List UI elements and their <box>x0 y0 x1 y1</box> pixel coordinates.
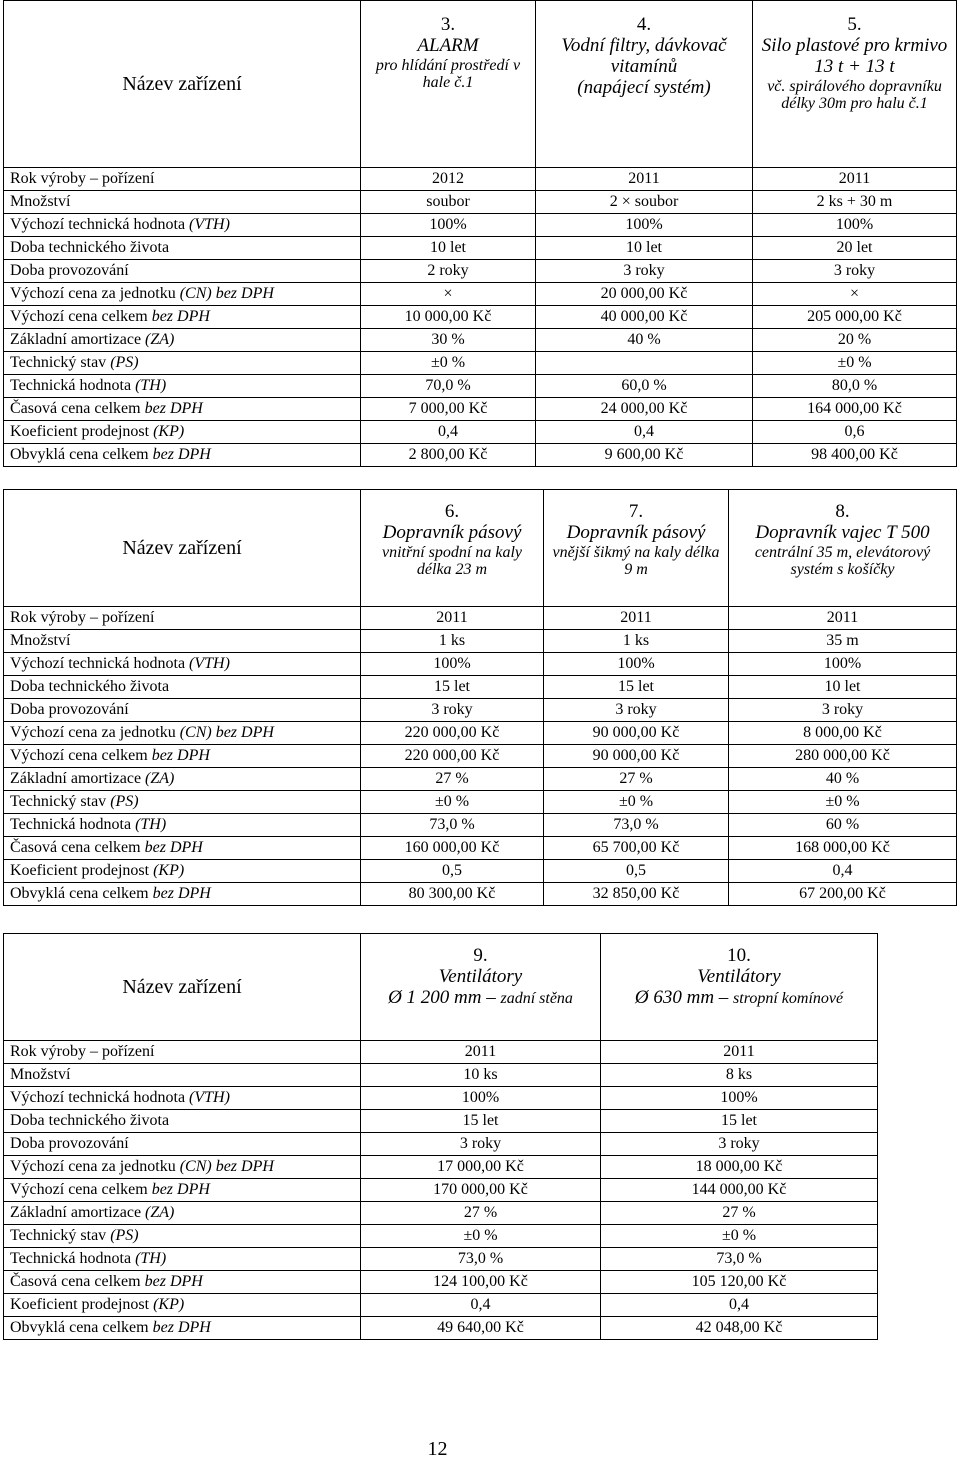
value-cell: 70,0 % <box>361 375 536 398</box>
value-cell: 65 700,00 Kč <box>544 837 729 860</box>
value-cell: 2 ks + 30 m <box>753 191 957 214</box>
table-row <box>4 722 957 745</box>
row-label: Základní amortizace (ZA) <box>4 768 361 791</box>
value-cell: 60,0 % <box>536 375 753 398</box>
row-label: Koeficient prodejnost (KP) <box>4 421 361 444</box>
value-cell: 1 ks <box>361 630 544 653</box>
value-cell: 2011 <box>601 1041 878 1064</box>
value-cell: 35 m <box>729 630 957 653</box>
table-row <box>4 814 957 837</box>
value-cell: 0,5 <box>361 860 544 883</box>
value-cell: ±0 % <box>361 791 544 814</box>
value-cell: ±0 % <box>544 791 729 814</box>
table-row <box>4 1110 878 1133</box>
column-header-7: 7. Dopravník pásový vnější šikmý na kaly délka 9 m <box>544 490 729 607</box>
value-cell: 2011 <box>729 607 957 630</box>
row-label: Doba technického života <box>4 237 361 260</box>
value-cell: 2 × soubor <box>536 191 753 214</box>
value-cell: ±0 % <box>601 1225 878 1248</box>
value-cell: 144 000,00 Kč <box>601 1179 878 1202</box>
value-cell: 73,0 % <box>601 1248 878 1271</box>
value-cell: 10 let <box>361 237 536 260</box>
table-row <box>4 283 957 306</box>
value-cell: 0,4 <box>536 421 753 444</box>
column-header-6: 6. Dopravník pásový vnitřní spodní na kaly délka 23 m <box>361 490 544 607</box>
header-name-cell: Název zařízení <box>4 934 361 1041</box>
table-row <box>4 699 957 722</box>
value-cell: 3 roky <box>544 699 729 722</box>
page-number: 12 <box>427 1438 448 1460</box>
table-row <box>4 214 957 237</box>
value-cell: 100% <box>361 1087 601 1110</box>
value-cell: 0,4 <box>361 1294 601 1317</box>
value-cell: 80,0 % <box>753 375 957 398</box>
value-cell: 205 000,00 Kč <box>753 306 957 329</box>
value-cell: 40 000,00 Kč <box>536 306 753 329</box>
value-cell: 100% <box>753 214 957 237</box>
row-label: Časová cena celkem bez DPH <box>4 398 361 421</box>
row-label: Obvyklá cena celkem bez DPH <box>4 1317 361 1340</box>
value-cell: 73,0 % <box>544 814 729 837</box>
value-cell: 15 let <box>601 1110 878 1133</box>
value-cell: 20 % <box>753 329 957 352</box>
value-cell: 3 roky <box>361 699 544 722</box>
row-label: Technická hodnota (TH) <box>4 814 361 837</box>
row-label: Doba provozování <box>4 1133 361 1156</box>
value-cell: 98 400,00 Kč <box>753 444 957 467</box>
value-cell: 2 roky <box>361 260 536 283</box>
column-header-8: 8. Dopravník vajec T 500 centrální 35 m, elevátorový systém s košíčky <box>729 490 957 607</box>
row-label: Výchozí cena za jednotku (CN) bez DPH <box>4 722 361 745</box>
row-label: Obvyklá cena celkem bez DPH <box>4 444 361 467</box>
table-row <box>4 168 957 191</box>
row-label: Výchozí cena za jednotku (CN) bez DPH <box>4 283 361 306</box>
column-header-3: 3. ALARM pro hlídání prostředí v hale č.1 <box>361 1 536 168</box>
row-label: Základní amortizace (ZA) <box>4 1202 361 1225</box>
table-row <box>4 1156 878 1179</box>
value-cell: 7 000,00 Kč <box>361 398 536 421</box>
assets-table-2 <box>3 489 957 906</box>
value-cell: 2011 <box>544 607 729 630</box>
value-cell: 2011 <box>753 168 957 191</box>
value-cell: 0,4 <box>361 421 536 444</box>
row-label: Koeficient prodejnost (KP) <box>4 860 361 883</box>
row-label: Technická hodnota (TH) <box>4 1248 361 1271</box>
table-row <box>4 791 957 814</box>
row-label: Výchozí cena celkem bez DPH <box>4 306 361 329</box>
row-label: Doba provozování <box>4 699 361 722</box>
value-cell: 2011 <box>361 607 544 630</box>
row-label: Rok výroby – pořízení <box>4 168 361 191</box>
table-row <box>4 745 957 768</box>
value-cell: 40 % <box>729 768 957 791</box>
value-cell: 100% <box>361 653 544 676</box>
value-cell: 73,0 % <box>361 814 544 837</box>
row-label: Technický stav (PS) <box>4 1225 361 1248</box>
table-row <box>4 1271 878 1294</box>
table-row <box>4 1248 878 1271</box>
table-row <box>4 1133 878 1156</box>
value-cell: 30 % <box>361 329 536 352</box>
table-row <box>4 1087 878 1110</box>
value-cell: 100% <box>544 653 729 676</box>
table-row <box>4 237 957 260</box>
table-row <box>4 1317 878 1340</box>
row-label: Technická hodnota (TH) <box>4 375 361 398</box>
value-cell: soubor <box>361 191 536 214</box>
value-cell: 20 000,00 Kč <box>536 283 753 306</box>
value-cell: 2011 <box>536 168 753 191</box>
value-cell: 3 roky <box>729 699 957 722</box>
table-row <box>4 607 957 630</box>
value-cell: × <box>361 283 536 306</box>
value-cell: 100% <box>729 653 957 676</box>
value-cell: ±0 % <box>361 352 536 375</box>
value-cell: 0,4 <box>601 1294 878 1317</box>
value-cell: 60 % <box>729 814 957 837</box>
assets-table-3 <box>3 933 878 1340</box>
table-row <box>4 1202 878 1225</box>
value-cell: 27 % <box>361 1202 601 1225</box>
value-cell: 27 % <box>361 768 544 791</box>
table-3-body <box>4 1041 878 1340</box>
header-name-cell: Název zařízení <box>4 490 361 607</box>
row-label: Technický stav (PS) <box>4 352 361 375</box>
table-row <box>4 444 957 467</box>
value-cell: 2 800,00 Kč <box>361 444 536 467</box>
value-cell: 0,4 <box>729 860 957 883</box>
value-cell <box>536 352 753 375</box>
value-cell: 0,5 <box>544 860 729 883</box>
table-row <box>4 1225 878 1248</box>
row-label: Množství <box>4 191 361 214</box>
value-cell: 220 000,00 Kč <box>361 745 544 768</box>
column-header-9: 9. Ventilátory Ø 1 200 mm – zadní stěna <box>361 934 601 1041</box>
value-cell: 3 roky <box>601 1133 878 1156</box>
value-cell: 164 000,00 Kč <box>753 398 957 421</box>
value-cell: 170 000,00 Kč <box>361 1179 601 1202</box>
value-cell: 3 roky <box>361 1133 601 1156</box>
value-cell: 15 let <box>361 1110 601 1133</box>
value-cell: 90 000,00 Kč <box>544 722 729 745</box>
value-cell: × <box>753 283 957 306</box>
table-row <box>4 883 957 906</box>
value-cell: 8 000,00 Kč <box>729 722 957 745</box>
row-label: Rok výroby – pořízení <box>4 607 361 630</box>
table-row <box>4 421 957 444</box>
row-label: Výchozí technická hodnota (VTH) <box>4 1087 361 1110</box>
table-row <box>4 375 957 398</box>
value-cell: 32 850,00 Kč <box>544 883 729 906</box>
column-header-4: 4. Vodní filtry, dávkovač vitamínů (napájecí systém) <box>536 1 753 168</box>
table-row <box>4 352 957 375</box>
value-cell: 160 000,00 Kč <box>361 837 544 860</box>
row-label: Doba provozování <box>4 260 361 283</box>
row-label: Časová cena celkem bez DPH <box>4 837 361 860</box>
value-cell: 2012 <box>361 168 536 191</box>
row-label: Obvyklá cena celkem bez DPH <box>4 883 361 906</box>
row-label: Výchozí cena celkem bez DPH <box>4 1179 361 1202</box>
value-cell: 42 048,00 Kč <box>601 1317 878 1340</box>
table-row <box>4 329 957 352</box>
value-cell: 27 % <box>601 1202 878 1225</box>
value-cell: 67 200,00 Kč <box>729 883 957 906</box>
table-row <box>4 398 957 421</box>
table-row <box>4 306 957 329</box>
table-row <box>4 837 957 860</box>
table-row <box>4 860 957 883</box>
table-2-body <box>4 607 957 906</box>
value-cell: 0,6 <box>753 421 957 444</box>
value-cell: ±0 % <box>361 1225 601 1248</box>
value-cell: 15 let <box>544 676 729 699</box>
value-cell: 24 000,00 Kč <box>536 398 753 421</box>
value-cell: ±0 % <box>729 791 957 814</box>
value-cell: ±0 % <box>753 352 957 375</box>
value-cell: 73,0 % <box>361 1248 601 1271</box>
table-row <box>4 768 957 791</box>
value-cell: 280 000,00 Kč <box>729 745 957 768</box>
row-label: Množství <box>4 1064 361 1087</box>
assets-table-1 <box>3 0 957 467</box>
row-label: Výchozí cena celkem bez DPH <box>4 745 361 768</box>
value-cell: 17 000,00 Kč <box>361 1156 601 1179</box>
value-cell: 80 300,00 Kč <box>361 883 544 906</box>
value-cell: 49 640,00 Kč <box>361 1317 601 1340</box>
value-cell: 2011 <box>361 1041 601 1064</box>
value-cell: 1 ks <box>544 630 729 653</box>
value-cell: 3 roky <box>753 260 957 283</box>
value-cell: 100% <box>536 214 753 237</box>
table-row <box>4 1064 878 1087</box>
row-label: Výchozí cena za jednotku (CN) bez DPH <box>4 1156 361 1179</box>
row-label: Časová cena celkem bez DPH <box>4 1271 361 1294</box>
header-name-cell: Název zařízení <box>4 1 361 168</box>
column-header-10: 10. Ventilátory Ø 630 mm – stropní komínové <box>601 934 878 1041</box>
table-1-body <box>4 168 957 467</box>
table-row <box>4 653 957 676</box>
column-header-5: 5. Silo plastové pro krmivo 13 t + 13 t vč. spirálového dopravníku délky 30m pro halu č.1 <box>753 1 957 168</box>
row-label: Výchozí technická hodnota (VTH) <box>4 653 361 676</box>
row-label: Doba technického života <box>4 676 361 699</box>
value-cell: 8 ks <box>601 1064 878 1087</box>
value-cell: 20 let <box>753 237 957 260</box>
value-cell: 10 000,00 Kč <box>361 306 536 329</box>
value-cell: 10 ks <box>361 1064 601 1087</box>
row-label: Doba technického života <box>4 1110 361 1133</box>
row-label: Množství <box>4 630 361 653</box>
value-cell: 100% <box>361 214 536 237</box>
value-cell: 27 % <box>544 768 729 791</box>
row-label: Rok výroby – pořízení <box>4 1041 361 1064</box>
value-cell: 124 100,00 Kč <box>361 1271 601 1294</box>
value-cell: 40 % <box>536 329 753 352</box>
row-label: Technický stav (PS) <box>4 791 361 814</box>
value-cell: 3 roky <box>536 260 753 283</box>
table-row <box>4 630 957 653</box>
value-cell: 9 600,00 Kč <box>536 444 753 467</box>
row-label: Výchozí technická hodnota (VTH) <box>4 214 361 237</box>
table-row <box>4 676 957 699</box>
value-cell: 105 120,00 Kč <box>601 1271 878 1294</box>
value-cell: 10 let <box>536 237 753 260</box>
value-cell: 10 let <box>729 676 957 699</box>
value-cell: 168 000,00 Kč <box>729 837 957 860</box>
table-row <box>4 1041 878 1064</box>
row-label: Koeficient prodejnost (KP) <box>4 1294 361 1317</box>
row-label: Základní amortizace (ZA) <box>4 329 361 352</box>
value-cell: 18 000,00 Kč <box>601 1156 878 1179</box>
value-cell: 90 000,00 Kč <box>544 745 729 768</box>
value-cell: 220 000,00 Kč <box>361 722 544 745</box>
value-cell: 15 let <box>361 676 544 699</box>
table-row <box>4 260 957 283</box>
table-row <box>4 1179 878 1202</box>
value-cell: 100% <box>601 1087 878 1110</box>
table-row <box>4 1294 878 1317</box>
table-row <box>4 191 957 214</box>
